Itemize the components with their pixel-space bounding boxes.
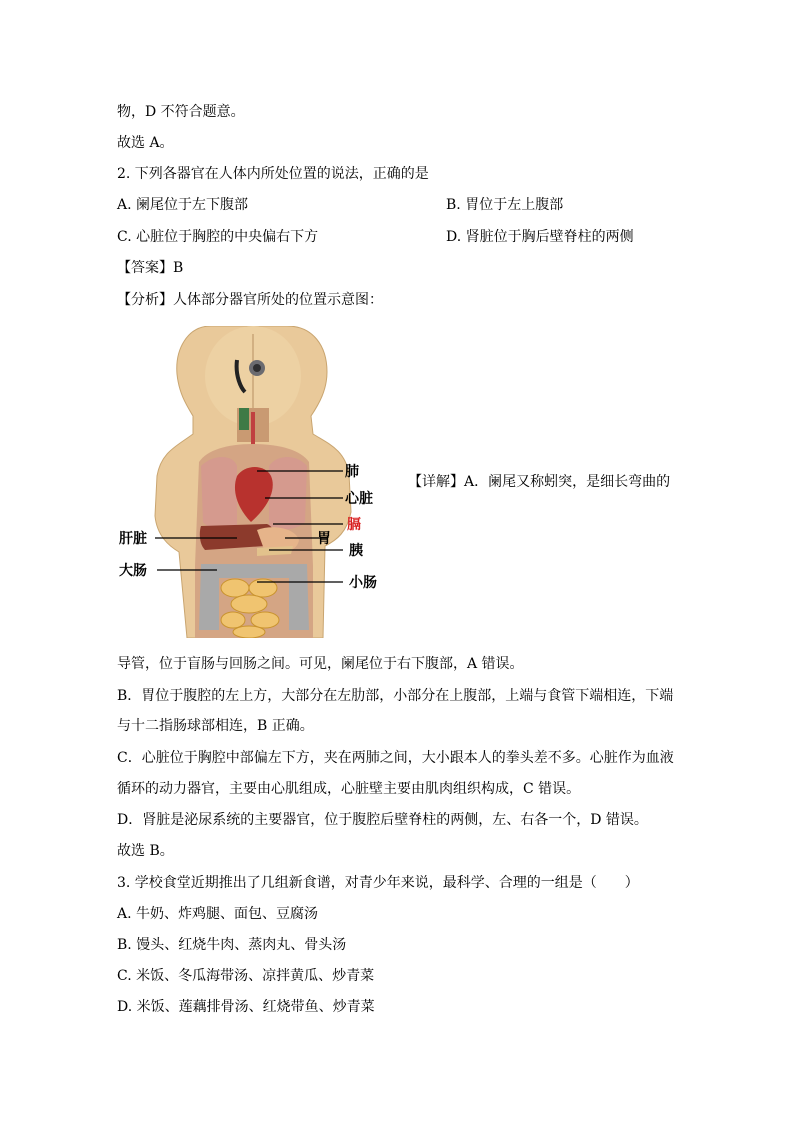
text-line: 故选 A。	[117, 135, 174, 151]
label-small-intestine: 小肠	[349, 575, 377, 591]
label-diaphragm: 膈	[347, 517, 361, 533]
label-heart: 心脏	[345, 491, 373, 507]
label-large-intestine: 大肠	[119, 563, 147, 579]
question-2: 2. 下列各器官在人体内所处位置的说法，正确的是	[117, 166, 429, 182]
text-line: 故选 B。	[117, 843, 174, 859]
text-line: 物，D 不符合题意。	[117, 104, 245, 120]
question-3: 3. 学校食堂近期推出了几组新食谱，对青少年来说，最科学、合理的一组是（ ）	[117, 875, 639, 891]
analysis-line: 【分析】人体部分器官所处的位置示意图：	[117, 292, 383, 308]
text-line: D．肾脏是泌尿系统的主要器官，位于腹腔后壁脊柱的两侧，左、右各一个，D 错误。	[117, 812, 648, 828]
text-line: 循环的动力器官，主要由心肌组成，心脏壁主要由肌肉组织构成，C 错误。	[117, 781, 581, 797]
label-pancreas: 胰	[349, 543, 363, 559]
text-line: C．心脏位于胸腔中部偏左下方，夹在两肺之间，大小跟本人的拳头差不多。心脏作为血液	[117, 750, 674, 766]
detail-line: 【详解】A．阑尾又称蚓突，是细长弯曲的	[408, 474, 671, 490]
text-line: 导管，位于盲肠与回肠之间。可见，阑尾位于右下腹部，A 错误。	[117, 656, 524, 672]
q3-option-d: D. 米饭、莲藕排骨汤、红烧带鱼、炒青菜	[117, 999, 375, 1015]
q2-option-b: B. 胃位于左上腹部	[446, 197, 564, 213]
torso-model-illustration	[117, 326, 393, 638]
q2-option-a: A. 阑尾位于左下腹部	[117, 197, 249, 213]
text-line: B．胃位于腹腔的左上方，大部分在左肋部，小部分在上腹部，上端与食管下端相连，下端	[117, 688, 674, 704]
q2-option-c: C. 心脏位于胸腔的中央偏右下方	[117, 229, 319, 245]
q2-option-d: D. 肾脏位于胸后壁脊柱的两侧	[446, 229, 634, 245]
anatomy-figure	[117, 326, 393, 638]
answer-line: 【答案】B	[117, 260, 184, 276]
text-line: 与十二指肠球部相连，B 正确。	[117, 718, 314, 734]
label-lung: 肺	[345, 464, 359, 480]
q3-option-a: A. 牛奶、炸鸡腿、面包、豆腐汤	[117, 906, 319, 922]
q3-option-c: C. 米饭、冬瓜海带汤、凉拌黄瓜、炒青菜	[117, 968, 375, 984]
q3-option-b: B. 馒头、红烧牛肉、蒸肉丸、骨头汤	[117, 937, 347, 953]
label-stomach: 胃	[317, 531, 331, 547]
label-liver: 肝脏	[119, 531, 147, 547]
